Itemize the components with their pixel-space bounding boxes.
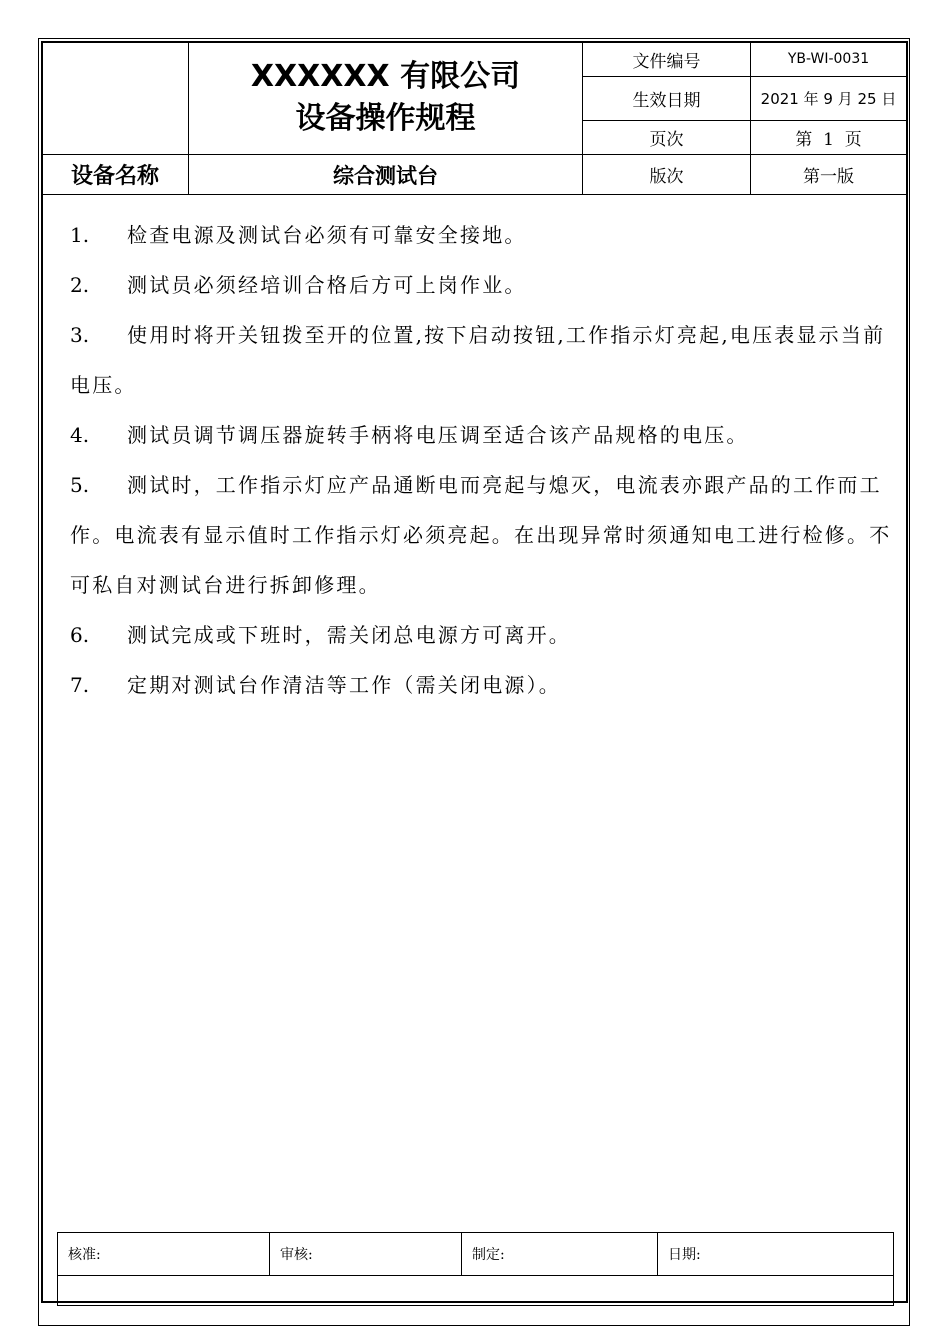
version-label: 版次 <box>583 155 751 195</box>
item-text: 测试时，工作指示灯应产品通断电而亮起与熄灭，电流表亦跟产品的工作而工作。电流表有显示值时工作指示灯必须亮起。在出现异常时须通知电工进行检修。不可私自对测试台进行拆卸修理。 <box>70 473 892 597</box>
effective-date-label: 生效日期 <box>583 77 751 121</box>
equipment-name-label: 设备名称 <box>42 155 189 195</box>
list-item <box>70 610 896 660</box>
item-text: 定期对测试台作清洁等工作（需关闭电源）。 <box>127 673 561 697</box>
doc-no-value: YB-WI-0031 <box>751 42 907 77</box>
item-text: 测试员调节调压器旋转手柄将电压调至适合该产品规格的电压。 <box>127 423 749 447</box>
procedure-list <box>70 210 896 710</box>
item-number: 4. <box>70 423 90 447</box>
item-number: 5. <box>70 473 90 497</box>
title-cell <box>189 42 583 155</box>
item-number: 1. <box>70 223 90 247</box>
list-item <box>70 460 896 610</box>
item-text: 测试完成或下班时，需关闭总电源方可离开。 <box>127 623 571 647</box>
header-table <box>41 41 907 195</box>
signature-table <box>57 1232 894 1306</box>
doc-no-label: 文件编号 <box>583 42 751 77</box>
list-item <box>70 210 896 260</box>
effective-date-value: 2021 年 9 月 25 日 <box>751 77 907 121</box>
item-text: 检查电源及测试台必须有可靠安全接地。 <box>127 223 527 247</box>
item-number: 2. <box>70 273 90 297</box>
item-number: 3. <box>70 323 90 347</box>
signature-blank-row <box>58 1276 894 1306</box>
list-item <box>70 410 896 460</box>
company-name: XXXXXX 有限公司 <box>250 59 521 94</box>
item-text: 使用时将开关钮拨至开的位置,按下启动按钮,工作指示灯亮起,电压表显示当前电压。 <box>70 323 886 397</box>
prepare-label: 制定: <box>462 1233 658 1276</box>
logo-cell <box>42 42 189 155</box>
list-item <box>70 260 896 310</box>
equipment-name-value: 综合测试台 <box>189 155 583 195</box>
review-label: 审核: <box>270 1233 462 1276</box>
date-label: 日期: <box>658 1233 894 1276</box>
item-number: 6. <box>70 623 90 647</box>
item-text: 测试员必须经培训合格后方可上岗作业。 <box>127 273 527 297</box>
list-item <box>70 660 896 710</box>
item-number: 7. <box>70 673 90 697</box>
list-item <box>70 310 896 410</box>
approve-label: 核准: <box>58 1233 270 1276</box>
version-value: 第一版 <box>751 155 907 195</box>
page-label: 页次 <box>583 121 751 155</box>
document-type-title: 设备操作规程 <box>295 101 476 136</box>
page-value: 第 1 页 <box>751 121 907 155</box>
